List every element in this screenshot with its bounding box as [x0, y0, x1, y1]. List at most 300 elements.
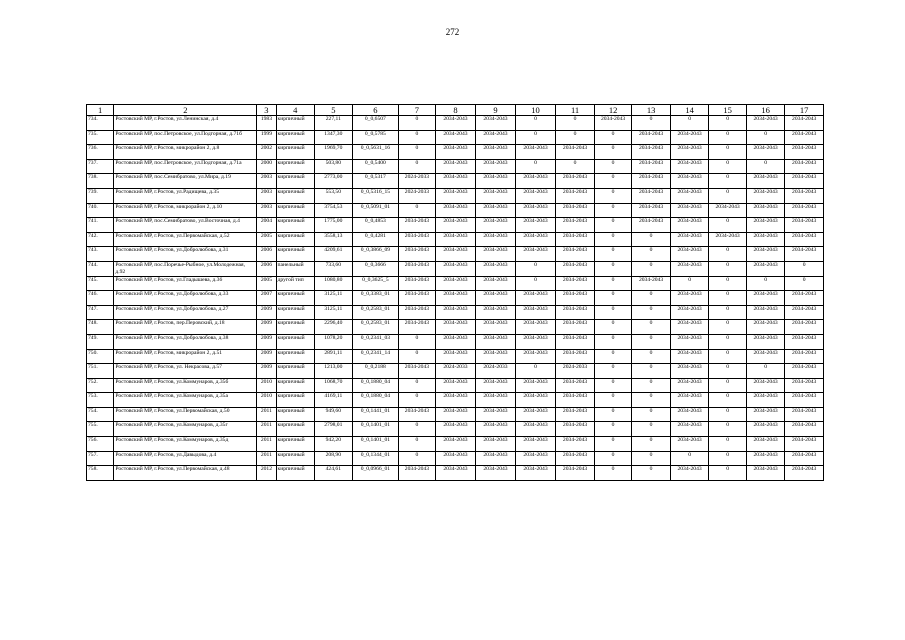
table-cell-col9: 2034-2043	[476, 437, 516, 452]
table-cell-col6: 0_0,2583_01	[352, 320, 399, 335]
table-row	[87, 247, 824, 262]
table-cell-col1: 738.	[87, 174, 114, 189]
table-cell-col4: кирпичный	[276, 466, 315, 481]
table-cell-col9: 2034-2043	[476, 320, 516, 335]
table-cell-col17: 2034-2043	[785, 393, 824, 408]
table-cell-col7: 2034-2043	[399, 305, 435, 320]
table-cell-col14: 2034-2043	[670, 407, 709, 422]
table-cell-col4: кирпичный	[276, 159, 315, 174]
table-cell-col8: 2034-2043	[435, 291, 476, 306]
table-cell-col4: кирпичный	[276, 130, 315, 145]
column-header-14: 14	[670, 105, 709, 116]
table-cell-col6: 0_0,4281	[352, 232, 399, 247]
table-cell-col16: 2034-2043	[746, 422, 785, 437]
table-row	[87, 437, 824, 452]
table-cell-col17: 2034-2043	[785, 378, 824, 393]
table-cell-col12: 0	[594, 437, 632, 452]
table-cell-col16: 2034-2043	[746, 203, 785, 218]
table-cell-col2: Ростовский МР, пос.Семибратово, ул.Мира, д.19	[114, 174, 257, 189]
table-cell-col14: 2034-2043	[670, 218, 709, 233]
table-cell-col7: 0	[399, 378, 435, 393]
table-cell-col3: 2009	[257, 305, 276, 320]
table-cell-col8: 2034-2043	[435, 159, 476, 174]
table-cell-col4: кирпичный	[276, 364, 315, 379]
table-cell-col12: 0	[594, 174, 632, 189]
table-cell-col2: Ростовский МР, г.Ростов, ул. Некрасова, д.57	[114, 364, 257, 379]
table-cell-col3: 2011	[257, 422, 276, 437]
table-cell-col12: 0	[594, 218, 632, 233]
column-header-7: 7	[399, 105, 435, 116]
table-cell-col5: 503,80	[315, 159, 353, 174]
table-cell-col1: 745.	[87, 276, 114, 291]
column-header-11: 11	[556, 105, 595, 116]
table-cell-col1: 757.	[87, 451, 114, 466]
table-cell-col5: 733,60	[315, 261, 353, 276]
table-cell-col15: 0	[709, 451, 747, 466]
table-cell-col11: 2034-2043	[556, 291, 595, 306]
table-cell-col10: 2034-2043	[515, 145, 556, 160]
table-cell-col4: кирпичный	[276, 334, 315, 349]
table-cell-col4: кирпичный	[276, 407, 315, 422]
table-cell-col3: 2011	[257, 437, 276, 452]
table-cell-col15: 0	[709, 145, 747, 160]
table-cell-col17: 2034-2043	[785, 232, 824, 247]
table-cell-col14: 2034-2043	[670, 378, 709, 393]
table-cell-col4: кирпичный	[276, 451, 315, 466]
table-cell-col15: 2034-2043	[709, 232, 747, 247]
table-cell-col7: 2024-2033	[399, 174, 435, 189]
table-cell-col10: 2034-2043	[515, 174, 556, 189]
table-cell-col7: 0	[399, 349, 435, 364]
table-cell-col14: 2034-2043	[670, 159, 709, 174]
table-cell-col13: 0	[632, 378, 671, 393]
table-cell-col6: 0_0,5091_01	[352, 203, 399, 218]
table-cell-col17: 2034-2043	[785, 130, 824, 145]
table-cell-col1: 744.	[87, 261, 114, 276]
table-cell-col1: 739.	[87, 188, 114, 203]
column-header-9: 9	[476, 105, 516, 116]
table-cell-col14: 2034-2043	[670, 305, 709, 320]
table-cell-col2: Ростовский МР, г.Ростов, ул.Первомайская, д.52	[114, 232, 257, 247]
table-cell-col2: Ростовский МР, г.Ростов, микрорайон 2, д.10	[114, 203, 257, 218]
table-cell-col16: 2034-2043	[746, 291, 785, 306]
table-cell-col14: 2034-2043	[670, 130, 709, 145]
table-cell-col4: кирпичный	[276, 437, 315, 452]
table-cell-col3: 2010	[257, 393, 276, 408]
table-cell-col11: 2034-2043	[556, 437, 595, 452]
table-cell-col16: 2034-2043	[746, 145, 785, 160]
table-cell-col9: 2024-2033	[476, 364, 516, 379]
table-cell-col17: 2034-2043	[785, 291, 824, 306]
table-cell-col8: 2034-2043	[435, 437, 476, 452]
table-cell-col10: 2034-2043	[515, 203, 556, 218]
table-cell-col9: 2034-2043	[476, 116, 516, 131]
table-cell-col1: 740.	[87, 203, 114, 218]
table-cell-col8: 2034-2043	[435, 232, 476, 247]
table-cell-col8: 2034-2043	[435, 145, 476, 160]
table-cell-col10: 2034-2043	[515, 451, 556, 466]
table-cell-col13: 0	[632, 451, 671, 466]
table-cell-col8: 2034-2043	[435, 116, 476, 131]
table-cell-col13: 0	[632, 232, 671, 247]
table-cell-col10: 2034-2043	[515, 422, 556, 437]
table-cell-col9: 2034-2043	[476, 291, 516, 306]
table-cell-col11: 0	[556, 116, 595, 131]
table-cell-col16: 2034-2043	[746, 174, 785, 189]
table-cell-col7: 2034-2043	[399, 291, 435, 306]
table-cell-col17: 0	[785, 276, 824, 291]
table-cell-col5: 949,60	[315, 407, 353, 422]
table-cell-col14: 2034-2043	[670, 188, 709, 203]
table-cell-col4: кирпичный	[276, 349, 315, 364]
table-cell-col3: 2011	[257, 451, 276, 466]
table-cell-col3: 2004	[257, 218, 276, 233]
column-header-15: 15	[709, 105, 747, 116]
table-cell-col6: 0_0,1880_04	[352, 378, 399, 393]
table-cell-col2: Ростовский МР, г.Ростов, микрорайон 2, д.8	[114, 145, 257, 160]
table-cell-col11: 2034-2043	[556, 305, 595, 320]
table-cell-col14: 2034-2043	[670, 466, 709, 481]
table-cell-col13: 0	[632, 334, 671, 349]
table-cell-col17: 2034-2043	[785, 145, 824, 160]
table-cell-col12: 0	[594, 145, 632, 160]
table-cell-col16: 0	[746, 130, 785, 145]
table-cell-col4: кирпичный	[276, 393, 315, 408]
table-cell-col10: 2034-2043	[515, 218, 556, 233]
table-cell-col9: 2034-2043	[476, 349, 516, 364]
column-header-16: 16	[746, 105, 785, 116]
table-cell-col10: 2034-2043	[515, 466, 556, 481]
table-cell-col13: 2034-2043	[632, 276, 671, 291]
table-cell-col17: 2034-2043	[785, 320, 824, 335]
column-header-17: 17	[785, 105, 824, 116]
table-cell-col7: 0	[399, 451, 435, 466]
table-cell-col15: 0	[709, 247, 747, 262]
table-cell-col2: Ростовский МР, г.Ростов, ул.Коммунаров, д.35г	[114, 422, 257, 437]
table-cell-col9: 2034-2043	[476, 407, 516, 422]
table-cell-col10: 2034-2043	[515, 232, 556, 247]
table-cell-col15: 0	[709, 364, 747, 379]
table-cell-col5: 1347,30	[315, 130, 353, 145]
table-cell-col8: 2034-2043	[435, 218, 476, 233]
table-row	[87, 305, 824, 320]
column-header-4: 4	[276, 105, 315, 116]
table-cell-col8: 2034-2043	[435, 203, 476, 218]
table-cell-col6: 0_0,3625_5	[352, 276, 399, 291]
table-cell-col11: 2034-2043	[556, 203, 595, 218]
table-cell-col11: 2034-2043	[556, 378, 595, 393]
table-cell-col12: 0	[594, 291, 632, 306]
table-cell-col5: 3125,11	[315, 291, 353, 306]
table-cell-col13: 0	[632, 291, 671, 306]
table-cell-col8: 2034-2043	[435, 393, 476, 408]
column-header-8: 8	[435, 105, 476, 116]
table-cell-col3: 2007	[257, 291, 276, 306]
table-cell-col6: 0_0,1880_04	[352, 393, 399, 408]
table-cell-col3: 2005	[257, 276, 276, 291]
table-cell-col10: 0	[515, 130, 556, 145]
table-cell-col8: 2034-2043	[435, 305, 476, 320]
column-header-2: 2	[114, 105, 257, 116]
table-cell-col13: 2034-2043	[632, 159, 671, 174]
table-cell-col3: 1983	[257, 116, 276, 131]
table-cell-col12: 0	[594, 188, 632, 203]
table-cell-col10: 0	[515, 261, 556, 276]
table-cell-col7: 0	[399, 159, 435, 174]
table-cell-col13: 0	[632, 349, 671, 364]
table-cell-col7: 2034-2043	[399, 320, 435, 335]
table-cell-col12: 0	[594, 334, 632, 349]
table-cell-col13: 0	[632, 247, 671, 262]
table-cell-col15: 0	[709, 188, 747, 203]
table-cell-col15: 0	[709, 116, 747, 131]
table-cell-col5: 3558,13	[315, 232, 353, 247]
column-header-13: 13	[632, 105, 671, 116]
table-cell-col17: 2034-2043	[785, 451, 824, 466]
table-cell-col9: 2034-2043	[476, 188, 516, 203]
table-cell-col4: панельный	[276, 261, 315, 276]
table-cell-col6: 0_0,1401_01	[352, 422, 399, 437]
table-cell-col9: 2034-2043	[476, 305, 516, 320]
table-cell-col5: 424,61	[315, 466, 353, 481]
table-cell-col7: 2034-2043	[399, 466, 435, 481]
table-cell-col2: Ростовский МР, г.Ростов, пер.Перовский, д.18	[114, 320, 257, 335]
table-row	[87, 291, 824, 306]
table-cell-col10: 2034-2043	[515, 407, 556, 422]
table-cell-col10: 2034-2043	[515, 247, 556, 262]
table-cell-col6: 0_0,4853	[352, 218, 399, 233]
table-cell-col5: 227,11	[315, 116, 353, 131]
table-cell-col5: 1080,80	[315, 276, 353, 291]
table-cell-col14: 2034-2043	[670, 232, 709, 247]
table-cell-col12: 0	[594, 305, 632, 320]
table-cell-col10: 0	[515, 364, 556, 379]
table-cell-col11: 2034-2043	[556, 188, 595, 203]
table-cell-col10: 2034-2043	[515, 291, 556, 306]
table-cell-col6: 0_0,6507	[352, 116, 399, 131]
table-cell-col6: 0_0,3666	[352, 261, 399, 276]
table-cell-col11: 2034-2043	[556, 174, 595, 189]
table-cell-col5: 2798,01	[315, 422, 353, 437]
table-cell-col1: 758.	[87, 466, 114, 481]
table-cell-col2: Ростовский МР, г.Ростов, ул.Коммунаров, д.35д	[114, 437, 257, 452]
table-cell-col16: 2034-2043	[746, 393, 785, 408]
table-cell-col3: 2002	[257, 145, 276, 160]
column-header-12: 12	[594, 105, 632, 116]
table-cell-col11: 2034-2043	[556, 218, 595, 233]
table-cell-col6: 0_0,5316_15	[352, 188, 399, 203]
table-cell-col16: 2034-2043	[746, 451, 785, 466]
column-header-3: 3	[257, 105, 276, 116]
table-cell-col1: 737.	[87, 159, 114, 174]
table-cell-col15: 0	[709, 407, 747, 422]
table-cell-col16: 0	[746, 276, 785, 291]
table-cell-col11: 2034-2043	[556, 276, 595, 291]
table-cell-col13: 0	[632, 305, 671, 320]
table-cell-col16: 2034-2043	[746, 320, 785, 335]
table-cell-col11: 2034-2043	[556, 466, 595, 481]
table-cell-col2: Ростовский МР, г.Ростов, ул.Коммунаров, д.35а	[114, 393, 257, 408]
table-cell-col6: 0_0,2583_01	[352, 305, 399, 320]
table-cell-col3: 2009	[257, 320, 276, 335]
table-cell-col14: 2034-2043	[670, 364, 709, 379]
table-cell-col13: 2034-2043	[632, 130, 671, 145]
table-row	[87, 422, 824, 437]
table-cell-col8: 2034-2043	[435, 466, 476, 481]
table-cell-col7: 2034-2043	[399, 364, 435, 379]
table-cell-col12: 0	[594, 232, 632, 247]
table-cell-col7: 0	[399, 422, 435, 437]
table-cell-col1: 756.	[87, 437, 114, 452]
table-row	[87, 203, 824, 218]
table-cell-col8: 2024-2033	[435, 364, 476, 379]
table-cell-col6: 0_0,1441_01	[352, 407, 399, 422]
table-cell-col11: 2034-2043	[556, 232, 595, 247]
table-cell-col12: 0	[594, 422, 632, 437]
table-cell-col6: 0_0,1344_01	[352, 451, 399, 466]
table-cell-col4: кирпичный	[276, 203, 315, 218]
table-cell-col10: 2034-2043	[515, 378, 556, 393]
table-cell-col11: 2034-2043	[556, 349, 595, 364]
table-cell-col7: 2034-2043	[399, 218, 435, 233]
column-header-10: 10	[515, 105, 556, 116]
table-cell-col9: 2034-2043	[476, 232, 516, 247]
table-cell-col5: 3125,11	[315, 305, 353, 320]
table-cell-col15: 0	[709, 218, 747, 233]
table-cell-col6: 0_0,1401_01	[352, 437, 399, 452]
table-row	[87, 261, 824, 276]
table-cell-col12: 0	[594, 378, 632, 393]
table-cell-col4: кирпичный	[276, 320, 315, 335]
table-cell-col16: 2034-2043	[746, 247, 785, 262]
table-cell-col2: Ростовский МР, г.Ростов, ул.Первомайская, д.50	[114, 407, 257, 422]
table-cell-col7: 0	[399, 116, 435, 131]
table-cell-col4: кирпичный	[276, 116, 315, 131]
table-cell-col7: 0	[399, 130, 435, 145]
table-cell-col3: 2009	[257, 334, 276, 349]
table-cell-col16: 2034-2043	[746, 466, 785, 481]
table-row	[87, 116, 824, 131]
table-cell-col7: 0	[399, 334, 435, 349]
table-cell-col6: 0_0,5400	[352, 159, 399, 174]
table-cell-col9: 2034-2043	[476, 159, 516, 174]
table-cell-col12: 0	[594, 203, 632, 218]
table-cell-col9: 2034-2043	[476, 276, 516, 291]
table-cell-col15: 0	[709, 159, 747, 174]
table-cell-col12: 0	[594, 349, 632, 364]
table-row	[87, 145, 824, 160]
table-cell-col13: 2034-2043	[632, 203, 671, 218]
table-cell-col7: 0	[399, 145, 435, 160]
table-cell-col17: 2034-2043	[785, 188, 824, 203]
table-cell-col15: 2034-2043	[709, 203, 747, 218]
table-cell-col4: кирпичный	[276, 291, 315, 306]
table-cell-col9: 2034-2043	[476, 174, 516, 189]
table-cell-col12: 0	[594, 466, 632, 481]
table-cell-col12: 0	[594, 393, 632, 408]
table-cell-col16: 2034-2043	[746, 407, 785, 422]
table-cell-col8: 2034-2043	[435, 422, 476, 437]
table-cell-col2: Ростовский МР, пос.Поречье-Рыбное, ул.Молодежная, д.92	[114, 261, 257, 276]
table-cell-col1: 741.	[87, 218, 114, 233]
table-cell-col1: 753.	[87, 393, 114, 408]
table-cell-col7: 2034-2043	[399, 276, 435, 291]
table-cell-col13: 2034-2043	[632, 145, 671, 160]
table-cell-col16: 2034-2043	[746, 437, 785, 452]
table-cell-col2: Ростовский МР, г.Ростов, ул.Добролюбова, д.38	[114, 334, 257, 349]
table-cell-col16: 2034-2043	[746, 378, 785, 393]
table-cell-col17: 2034-2043	[785, 305, 824, 320]
table-cell-col14: 2034-2043	[670, 174, 709, 189]
table-cell-col5: 1969,70	[315, 145, 353, 160]
table-cell-col10: 0	[515, 116, 556, 131]
table-cell-col14: 2034-2043	[670, 437, 709, 452]
table-cell-col8: 2034-2043	[435, 334, 476, 349]
table-cell-col2: Ростовский МР, г.Ростов, ул.Коммунаров, д.35б	[114, 378, 257, 393]
table-cell-col1: 749.	[87, 334, 114, 349]
table-row	[87, 334, 824, 349]
table-cell-col1: 750.	[87, 349, 114, 364]
table-cell-col6: 0_0,2341_14	[352, 349, 399, 364]
table-cell-col17: 2034-2043	[785, 247, 824, 262]
table-cell-col17: 2034-2043	[785, 364, 824, 379]
table-cell-col15: 0	[709, 130, 747, 145]
table-cell-col12: 0	[594, 130, 632, 145]
table-cell-col16: 2034-2043	[746, 232, 785, 247]
table-cell-col8: 2034-2043	[435, 276, 476, 291]
table-row	[87, 232, 824, 247]
table-cell-col14: 0	[670, 451, 709, 466]
table-cell-col6: 0_0,3866_09	[352, 247, 399, 262]
table-cell-col9: 2034-2043	[476, 466, 516, 481]
table-cell-col17: 2034-2043	[785, 422, 824, 437]
table-cell-col1: 751.	[87, 364, 114, 379]
table-row	[87, 451, 824, 466]
table-cell-col1: 755.	[87, 422, 114, 437]
table-cell-col2: Ростовский МР, г.Ростов, ул.Добролюбова, д.31	[114, 247, 257, 262]
table-cell-col7: 0	[399, 437, 435, 452]
table-cell-col3: 2012	[257, 466, 276, 481]
table-cell-col17: 0	[785, 261, 824, 276]
table-cell-col14: 0	[670, 276, 709, 291]
table-cell-col8: 2034-2043	[435, 130, 476, 145]
table-cell-col4: кирпичный	[276, 188, 315, 203]
table-cell-col13: 0	[632, 320, 671, 335]
table-cell-col11: 2034-2043	[556, 393, 595, 408]
table-cell-col8: 2034-2043	[435, 174, 476, 189]
table-cell-col6: 0_0,5631_16	[352, 145, 399, 160]
table-cell-col2: Ростовский МР, г.Ростов, микрорайон 2, д.51	[114, 349, 257, 364]
table-cell-col16: 2034-2043	[746, 116, 785, 131]
table-cell-col8: 2034-2043	[435, 188, 476, 203]
table-cell-col15: 0	[709, 276, 747, 291]
table-cell-col14: 2034-2043	[670, 393, 709, 408]
table-cell-col12: 2034-2043	[594, 116, 632, 131]
table-cell-col5: 2773,00	[315, 174, 353, 189]
table-cell-col10: 2034-2043	[515, 349, 556, 364]
table-cell-col13: 0	[632, 261, 671, 276]
table-row	[87, 159, 824, 174]
table-cell-col10: 2034-2043	[515, 393, 556, 408]
table-cell-col10: 2034-2043	[515, 437, 556, 452]
table-cell-col12: 0	[594, 320, 632, 335]
table-cell-col9: 2034-2043	[476, 261, 516, 276]
table-cell-col2: Ростовский МР, г.Ростов, ул.Радищева, д.35	[114, 188, 257, 203]
table-cell-col4: кирпичный	[276, 232, 315, 247]
table-row	[87, 320, 824, 335]
table-cell-col15: 0	[709, 334, 747, 349]
table-cell-col12: 0	[594, 247, 632, 262]
